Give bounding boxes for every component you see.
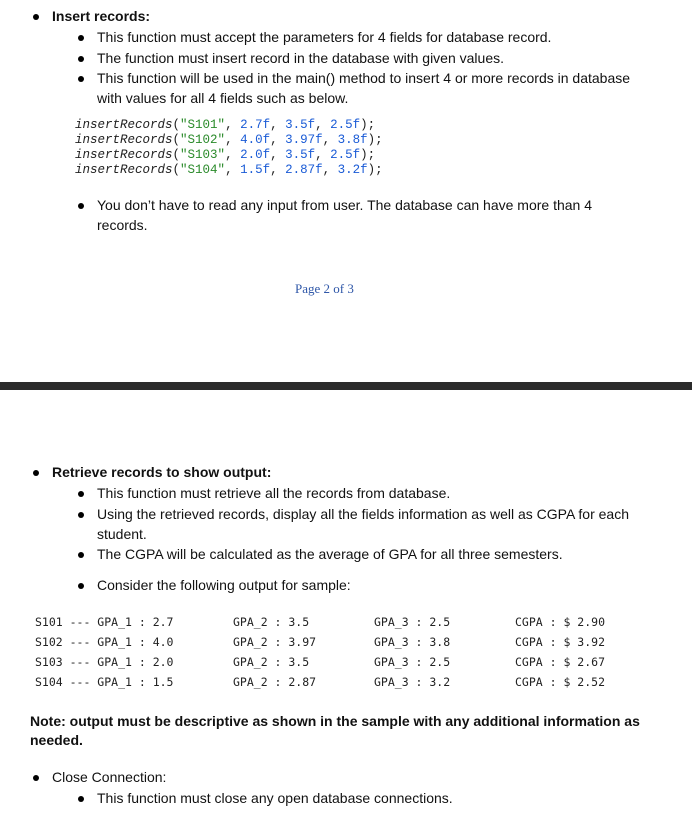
close-heading: Close Connection: <box>52 769 167 785</box>
output-cgpa: CGPA : $ 2.90 <box>515 615 606 629</box>
output-row <box>35 612 635 632</box>
retrieve-bullet-4: Consider the following output for sample: <box>97 577 351 593</box>
bullet-dot <box>33 470 39 476</box>
code-arg: 2.87f <box>285 163 323 177</box>
output-student-gpa1: S102 --- GPA_1 : 4.0 <box>35 635 174 649</box>
code-fn: insertRecords <box>75 133 173 147</box>
code-arg: 3.97f <box>285 133 323 147</box>
bullet-dot <box>78 203 84 209</box>
code-id: "S102" <box>180 133 226 147</box>
code-line: insertRecords("S103", 2.0f, 3.5f, 2.5f); <box>75 148 376 162</box>
insert-bullet-2: The function must insert record in the database with given values. <box>97 50 504 66</box>
code-arg: 2.0f <box>240 148 271 162</box>
code-arg: 3.2f <box>337 163 368 177</box>
bullet-dot <box>33 775 39 781</box>
insert-bullet-1: This function must accept the parameters for 4 fields for database record. <box>97 29 552 45</box>
code-fn: insertRecords <box>75 148 173 162</box>
output-cgpa: CGPA : $ 3.92 <box>515 635 606 649</box>
code-block <box>75 118 383 178</box>
code-arg: 3.5f <box>285 118 316 132</box>
code-id: "S104" <box>180 163 226 177</box>
output-cgpa: CGPA : $ 2.52 <box>515 675 606 689</box>
code-arg: 4.0f <box>240 133 271 147</box>
code-line: insertRecords("S104", 1.5f, 2.87f, 3.2f); <box>75 163 383 177</box>
bullet-dot <box>78 35 84 41</box>
bullet-dot <box>78 796 84 802</box>
output-student-gpa1: S104 --- GPA_1 : 1.5 <box>35 675 174 689</box>
output-gpa2: GPA_2 : 3.97 <box>233 635 317 649</box>
bullet-dot <box>33 14 39 20</box>
output-gpa3: GPA_3 : 2.5 <box>374 615 451 629</box>
code-fn: insertRecords <box>75 163 173 177</box>
page-number: Page 2 of 3 <box>295 281 354 296</box>
output-row <box>35 632 635 652</box>
code-arg: 2.5f <box>330 148 361 162</box>
output-gpa3: GPA_3 : 2.5 <box>374 655 451 669</box>
output-student-gpa1: S101 --- GPA_1 : 2.7 <box>35 615 174 629</box>
code-fn: insertRecords <box>75 118 173 132</box>
output-gpa3: GPA_3 : 3.8 <box>374 635 451 649</box>
output-gpa3: GPA_3 : 3.2 <box>374 675 451 689</box>
code-arg: 1.5f <box>240 163 271 177</box>
output-gpa2: GPA_2 : 3.5 <box>233 655 310 669</box>
retrieve-heading: Retrieve records to show output: <box>52 464 272 480</box>
output-row <box>35 652 635 672</box>
retrieve-bullet-2: Using the retrieved records, display all the fields information as well as CGPA for each student. <box>97 506 629 542</box>
output-student-gpa1: S103 --- GPA_1 : 2.0 <box>35 655 174 669</box>
note-text: Note: output must be descriptive as shown in the sample with any additional information as needed. <box>30 713 640 748</box>
output-row <box>35 672 635 692</box>
bullet-dot <box>78 76 84 82</box>
output-cgpa: CGPA : $ 2.67 <box>515 655 606 669</box>
bullet-dot <box>78 512 84 518</box>
retrieve-bullet-1: This function must retrieve all the records from database. <box>97 485 451 501</box>
code-arg: 2.7f <box>240 118 271 132</box>
code-line: insertRecords("S101", 2.7f, 3.5f, 2.5f); <box>75 118 376 132</box>
output-gpa2: GPA_2 : 2.87 <box>233 675 317 689</box>
sample-output <box>35 612 635 692</box>
insert-heading: Insert records: <box>52 8 151 24</box>
insert-bullet-3: This function will be used in the main() method to insert 4 or more records in database with values for all 4 fields such as below. <box>97 70 631 106</box>
insert-bullet-4: You don’t have to read any input from user. The database can have more than 4 records. <box>97 197 593 233</box>
code-line: insertRecords("S102", 4.0f, 3.97f, 3.8f); <box>75 133 383 147</box>
output-gpa2: GPA_2 : 3.5 <box>233 615 310 629</box>
code-id: "S103" <box>180 148 226 162</box>
code-arg: 2.5f <box>330 118 361 132</box>
retrieve-bullet-3: The CGPA will be calculated as the average of GPA for all three semesters. <box>97 546 563 562</box>
code-id: "S101" <box>180 118 226 132</box>
page-divider <box>0 382 692 390</box>
code-arg: 3.5f <box>285 148 316 162</box>
bullet-dot <box>78 583 84 589</box>
bullet-dot <box>78 552 84 558</box>
bullet-dot <box>78 56 84 62</box>
code-arg: 3.8f <box>337 133 368 147</box>
bullet-dot <box>78 491 84 497</box>
close-bullet-1: This function must close any open database connections. <box>97 790 453 806</box>
